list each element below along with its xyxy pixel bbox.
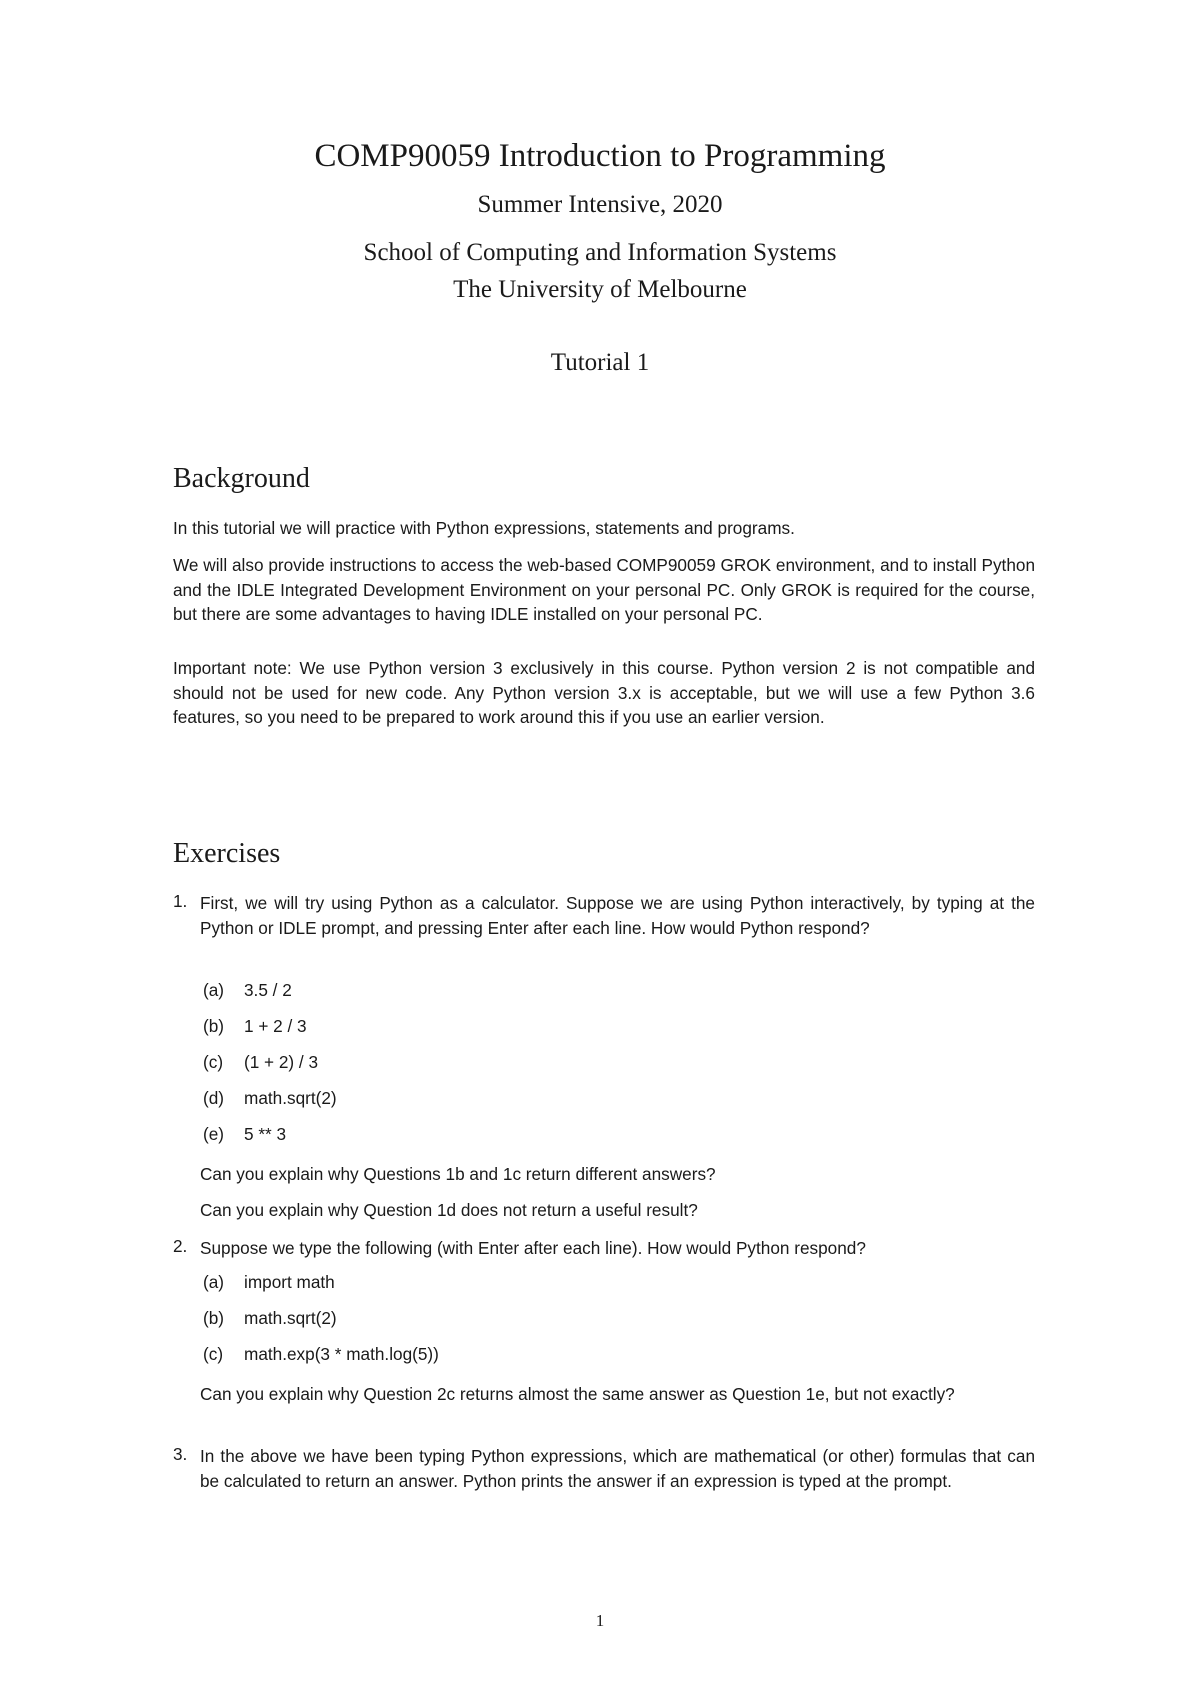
question-2-note: Can you explain why Question 2c returns almost the same answer as Question 1e, but not exactly? xyxy=(200,1384,955,1404)
sub-item-text: math.sqrt(2) xyxy=(244,1308,337,1328)
sub-item-label: (d) xyxy=(203,1088,225,1108)
sub-item-text: 3.5 / 2 xyxy=(244,980,292,1000)
page-number: 1 xyxy=(595,1611,605,1630)
sub-item-label: (a) xyxy=(203,1272,225,1292)
sub-item-text: 5 ** 3 xyxy=(244,1124,287,1144)
sub-item-text: (1 + 2) / 3 xyxy=(244,1052,319,1072)
question-1-note-2: Can you explain why Question 1d does not return a useful result? xyxy=(200,1200,698,1220)
sub-item-label: (c) xyxy=(203,1344,224,1364)
question-2-text: Suppose we type the following (with Enter after each line). How would Python respond? xyxy=(200,1238,866,1258)
document-subtitle: Summer Intensive, 2020 xyxy=(477,191,723,218)
question-number: 1. xyxy=(173,891,188,911)
sub-item-text: math.exp(3 * math.log(5)) xyxy=(244,1344,439,1364)
sub-item-text: import math xyxy=(244,1272,335,1292)
question-number: 3. xyxy=(173,1444,188,1464)
exercises-heading: Exercises xyxy=(173,838,281,869)
sub-item-label: (b) xyxy=(203,1016,225,1036)
sub-item-text: math.sqrt(2) xyxy=(244,1088,337,1108)
university-name: The University of Melbourne xyxy=(453,276,747,303)
background-paragraph-2: We will also provide instructions to access the web-based COMP90059 GROK environment, and to install Python and the IDLE Integrated Development Environment on your personal PC. Only GROK is required for the course, but there are some advantages to having IDLE installed on your personal PC. xyxy=(173,555,1035,624)
question-1-note-1: Can you explain why Questions 1b and 1c return different answers? xyxy=(200,1164,716,1184)
tutorial-label: Tutorial 1 xyxy=(550,349,650,376)
document-title: COMP90059 Introduction to Programming xyxy=(314,138,886,174)
question-1-text: First, we will try using Python as a calculator. Suppose we are using Python interactively, by typing at the Python or IDLE prompt, and pressing Enter after each line. How would Python respond? xyxy=(200,893,1035,938)
question-number: 2. xyxy=(173,1236,188,1256)
background-paragraph-1: In this tutorial we will practice with Python expressions, statements and programs. xyxy=(173,518,795,538)
sub-item-label: (e) xyxy=(203,1124,225,1144)
background-paragraph-3: Important note: We use Python version 3 exclusively in this course. Python version 2 is not compatible and should not be used for new code. Any Python version 3.x is acceptable, but we will use a few Python 3.6 features, so you need to be prepared to work around this if you use an earlier version. xyxy=(173,658,1035,727)
sub-item-label: (b) xyxy=(203,1308,225,1328)
sub-item-label: (c) xyxy=(203,1052,224,1072)
sub-item-text: 1 + 2 / 3 xyxy=(244,1016,307,1036)
question-3-text: In the above we have been typing Python expressions, which are mathematical (or other) formulas that can be calculated to return an answer. Python prints the answer if an expression is typed at the prompt. xyxy=(200,1446,1035,1491)
background-heading: Background xyxy=(173,463,310,494)
sub-item-label: (a) xyxy=(203,980,225,1000)
school-name: School of Computing and Information Systems xyxy=(363,239,837,266)
